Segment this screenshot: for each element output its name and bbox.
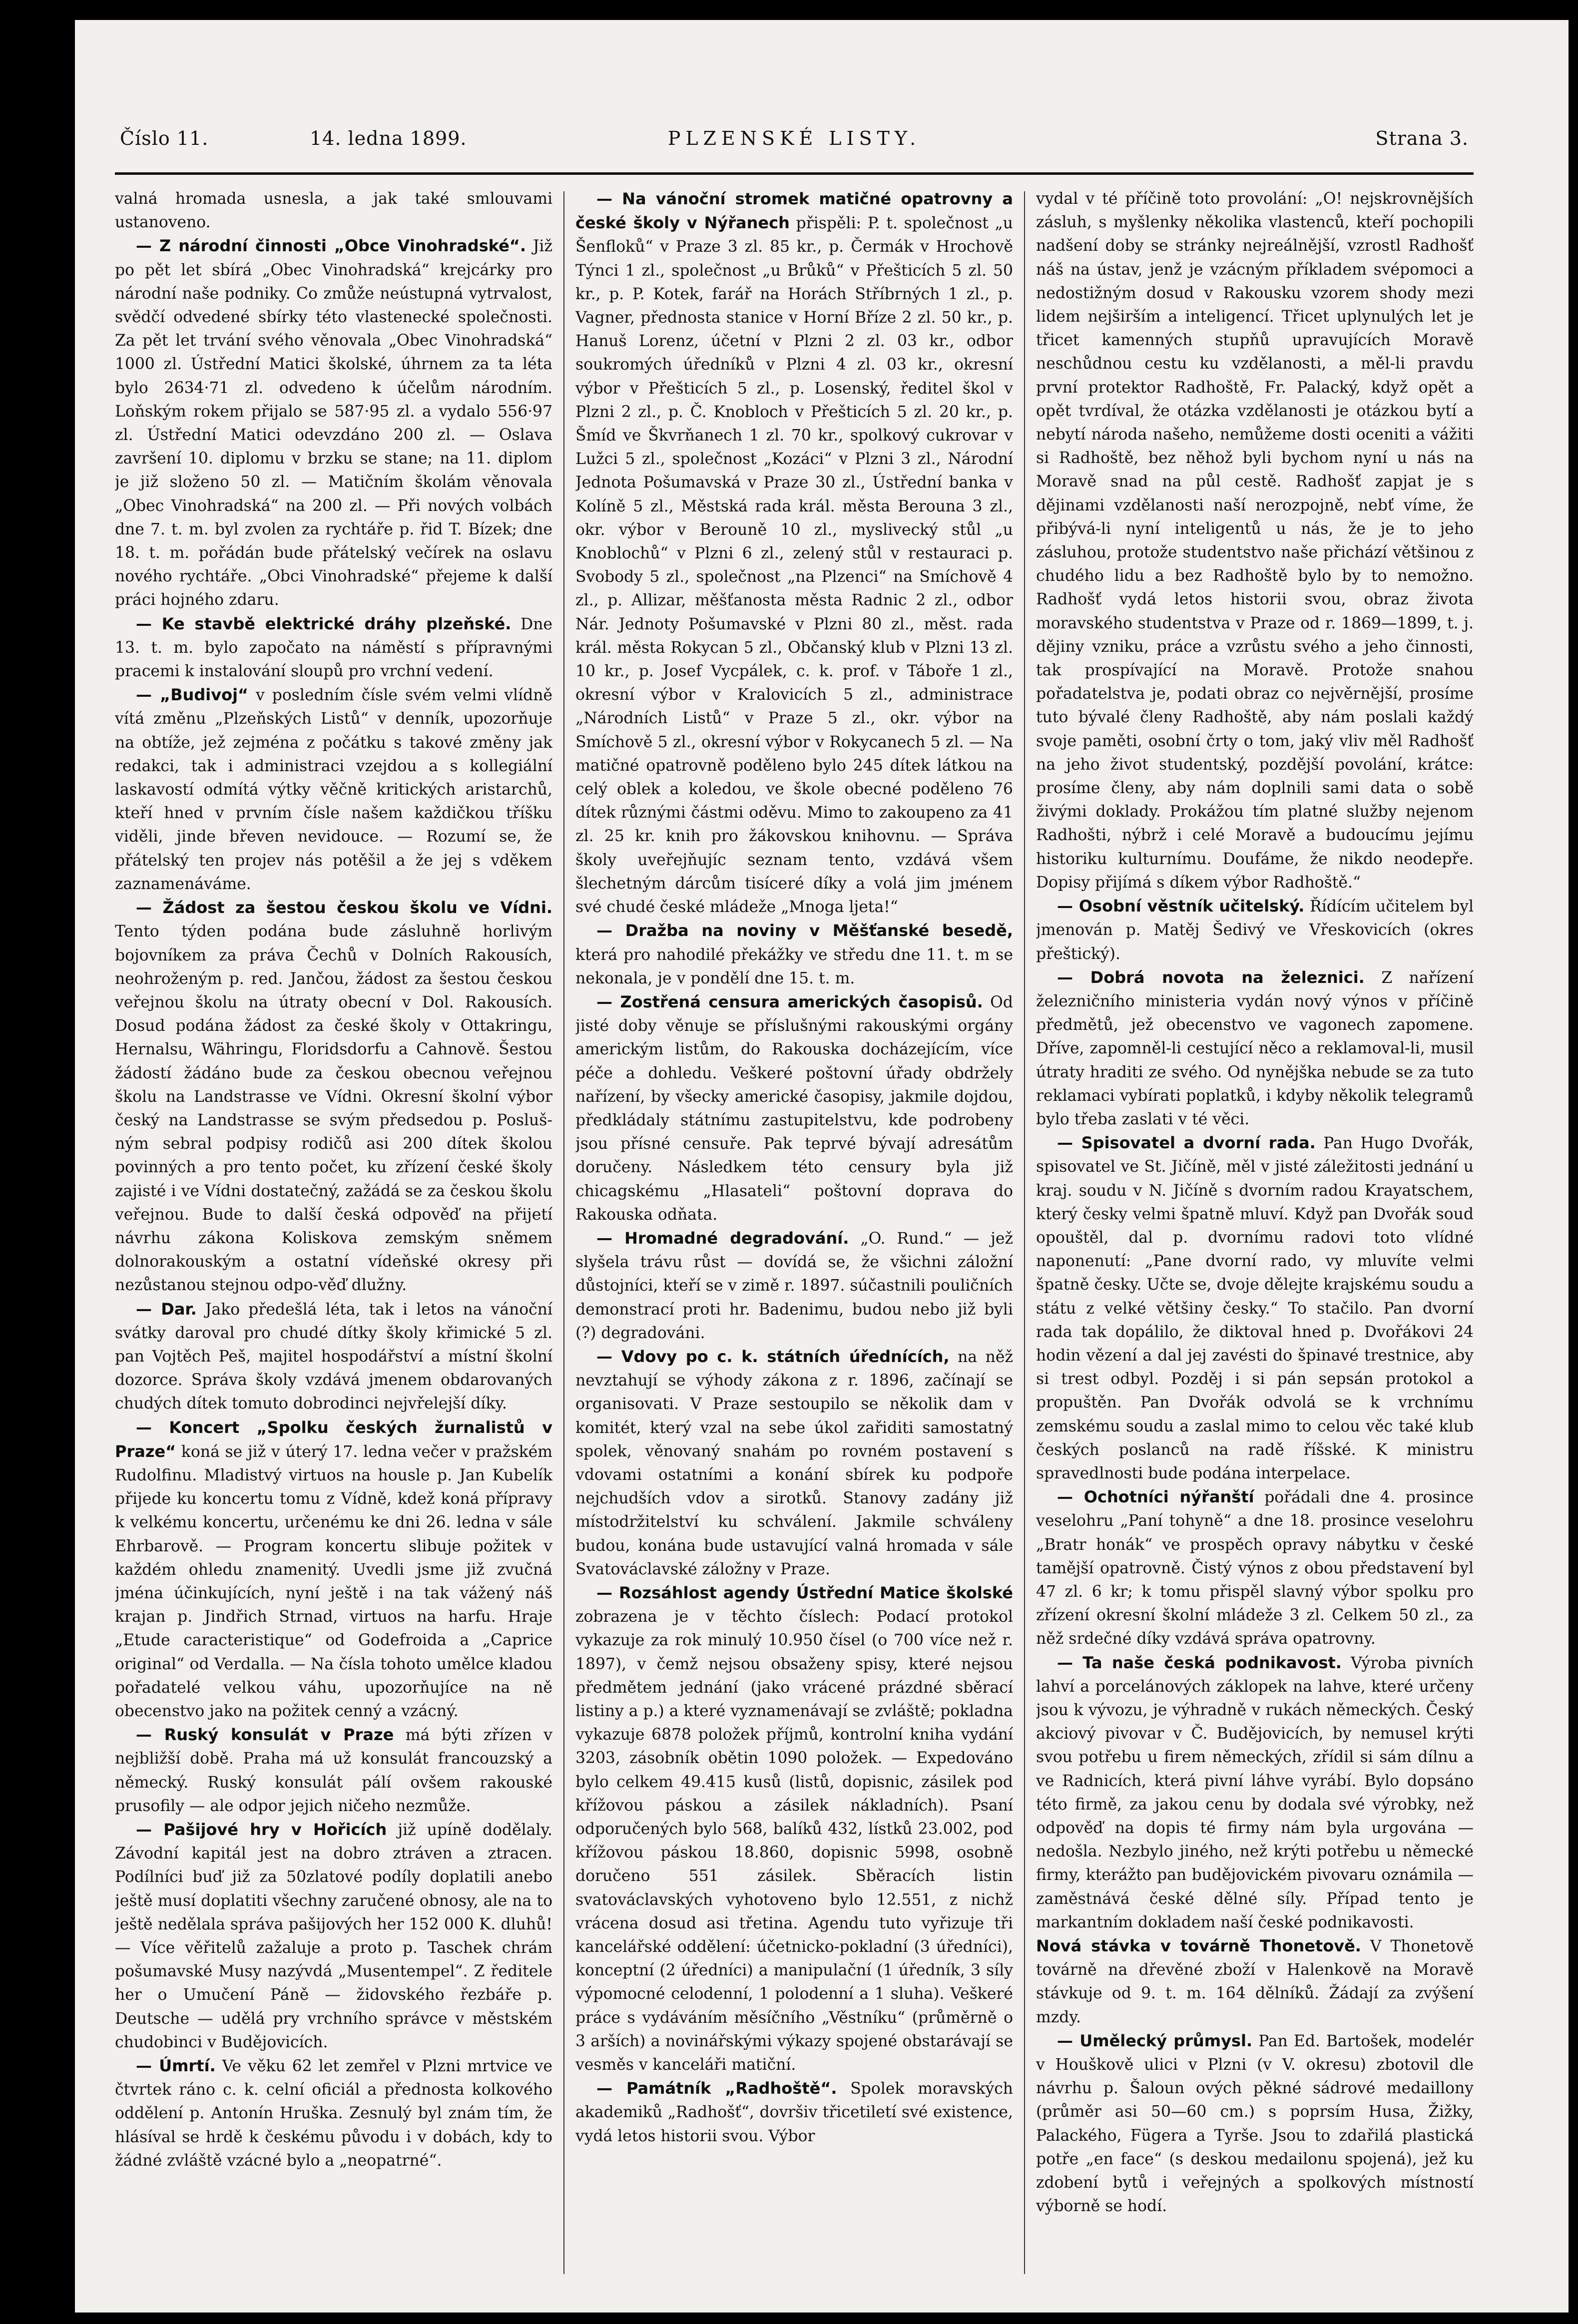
news-item-text: Jako předešlá léta, tak i letos na vánoční svátky daroval pro chudé dítky školy křimické 5 zl. pan Vojtěch Peš, majitel hospodářství a místní školní dozorce. Správa školy vzdává jmenem obdarovaných chudých dítek tomuto dobrodinci nejvřelejší díky. — [115, 1300, 552, 1413]
news-item-text: Ve věku 62 let zemřel v Plzni mrtvice ve čtvrtek ráno c. k. celní oficiál a přednosta kolkového oddělení p. Antonín Hruška. Zesnulý byl znám tím, že hlásíval se hrdě k českému původu i v dobách, kdy to žádné zvláště vzácné bylo a „neopatrné“. — [115, 2057, 552, 2170]
column-3 — [1036, 187, 1474, 2280]
news-item-text: přispěli: P. t. společnost „u Šenfloků“ v Praze 3 zl. 85 kr., p. Čermák v Hrochově Týnci 1 zl., společnost „u Brůků“ v Přešticích 5 zl. 50 kr., p. P. Kotek, farář na Horách Stříbrných 1 zl., p. Vagner, přednosta stanice v Horní Bříze 2 zl. 50 kr., p. Hanuš Lorenz, účetní v Plzni 2 zl. 03 kr., odbor soukromých úředníků v Plzni 4 zl. 03 kr., okresní výbor v Přešticích 5 zl., p. Losenský, ředitel škol v Plzni 2 zl., p. Č. Knobloch v Přešticích 5 zl. 20 kr., p. Šmíd ve Škvrňanech 1 zl. 70 kr., spolkový cukrovar v Lužci 5 zl., společnost „Kozáci“ v Plzni 3 zl., Národní Jednota Pošumavská v Praze 30 zl., Ústřední banka v Kolíně 5 zl., Městská rada král. města Berouna 3 zl., okr. výbor v Berouně 10 zl., myslivecký stůl „u Knoblochů“ v Plzni 6 zl., zelený stůl v restauraci p. Svobody 5 zl., společnost „na Plzenci“ na Smíchově 4 zl., p. Allizar, měšťanosta města Radnic 2 zl., odbor Nár. Jednoty Pošumavské v Plzni 80 zl., měst. rada král. města Rokycan 5 zl., Občanský klub v Plzni 13 zl. 10 kr., p. Josef Vycpálek, c. k. prof. v Táboře 1 zl., okresní výbor v Kralovicích 5 zl., administrace „Národních Listů“ v Praze 5 zl., okr. výbor na Smíchově 5 zl., okresní výbor v Rokycanech 5 zl. — Na matičné opatrovně poděleno bylo 245 dítek látkou na celý oblek a koledou, ve škole obecné poděleno 76 dítek různými částmi oděvu. Mimo to zakoupeno za 41 zl. 25 kr. knih pro žákovskou knihovnu. — Správa školy uveřejňujíc seznam tento, vzdává všem šlechetným dárcům tisíceré díky a volá jim jménem své chudé české mládeže „Mnoga ljeta!“ — [575, 214, 1013, 917]
news-item-text: která pro nahodilé překážky ve středu dne 11. t. m se nekonala, je v pondělí dne 15. t. m. — [575, 945, 1013, 987]
news-item-text: Pan Ed. Bartošek, modelér v Houškově ulici v Plzni (v V. okresu) zbotovil dle návrhu p. Šaloun ových pěkné sádrové medaillony (průměr asi 50—60 cm.) s poprsím Husa, Žižky, Palackého, Fügera a Tyrše. Jsou to zdařilá plastická potře „en face“ (s deskou medailonu spojená), jež ku zdobení bytů i veřejných a spolkových místností výborně se hodí. — [1036, 2032, 1474, 2216]
news-item — [1036, 1485, 1474, 1651]
news-item — [115, 234, 552, 612]
column-2 — [575, 187, 1013, 2280]
news-item-text: vydal v té příčině toto provolání: „O! nejskrovnějších zásluh, s myšlenky několika vlastenců, kteří pochopili nadšení doby se stránky nejreálnější, vzrostl Radhošť náš na ústav, jenž je vzácným příkladem svépomoci a nedostižným dosud v Rakousku vzorem shody mezi lidem nejširším a inteligencí. Třicet uplynulých let je třicet kamenných stupňů upravujících Moravě neschůdnou cestu ku vzdělanosti, a měl-li pravdu první protektor Radhoště, Fr. Palacký, když opět a opět tvrdíval, že otázka vzdělanosti je otázkou bytí a nebytí národa našeho, nemůžeme dosti oceniti a vážiti si Radhoště, bez něhož byli bychom nyní u nás na Moravě snad na půl cestě. Radhošť zapjat je s dějinami vzdělanosti naší nerozpojně, nebť víme, že přibývá-li nyní inteligentů u nás, že je to jeho zásluhou, protože studentstvo naše přichází většinou z chudého lidu a bez Radhoště bylo by to nemožno. Radhošť vydá letos historii svou, obraz života moravského studentstva v Praze od r. 1869—1899, t. j. dějiny vzniku, práce a vzrůstu svého a jeho činnosti, tak prospívající na Moravě. Protože snahou pořadatelstva je, podati obraz co nejvěrnější, prosíme tuto bývalé členy Radhoště, aby nám poslali každý svoje paměti, osobní črty o tom, jaký vliv měl Radhošť na jeho život studentský, pozdější povolání, krátce: prosíme členy, aby nám doplnili sami data o sobě živými doklady. Prokážou tím platné služby nejenom Radhošti, nýbrž i celé Moravě a budoucímu jejímu historiku kulturnímu. Doufáme, že nikdo neodepře. Dopisy přijímá s díkem výbor Radhoště.“ — [1036, 190, 1474, 892]
column-divider — [563, 191, 564, 2274]
news-item — [1036, 1651, 1474, 1934]
news-item-headline: Nová stávka v továrně Thonetově. — [1036, 1936, 1361, 1956]
news-item-headline: — Dobrá novota na železnici. — [1057, 967, 1365, 987]
news-item — [1036, 187, 1474, 895]
news-item-text: Z nařízení železničního ministeria vydán nový výnos v příčině předmětů, jež obecenstvo ve vagonech zapomene. Dříve, zapomněl-li cestující něco a reklamoval-li, musil útraty hraditi ze svého. Od nynějška nebude se za tuto reklamaci vybírati poplatků, i kdyby několik telegramů bylo třeba zaslati v té věci. — [1036, 968, 1474, 1128]
news-item-headline: — Ochotníci nýřanští — [1057, 1487, 1254, 1507]
news-item-headline: — Dražba na noviny v Měšťanské besedě, — [596, 921, 1013, 940]
news-item — [575, 1227, 1013, 1345]
news-item — [575, 1345, 1013, 1581]
news-item — [115, 187, 552, 234]
news-item-text: pořádali dne 4. prosince veselohru „Paní tohyně“ a dne 18. prosince veselohru „Bratr honák“ ve prospěch opravy nábytku v české tamější opatrovně. Čistý výnos z obou představení byl 47 zl. 6 kr; k tomu přispěl slavný výbor spolku pro zřízení okresní školní mládeže 3 zl. Celkem 50 zl., za něž srdečné díky vzdává správa opatrovny. — [1036, 1488, 1474, 1648]
news-item-headline: — Žádost za šestou českou školu ve Vídni. — [136, 898, 552, 918]
news-item — [1036, 2029, 1474, 2219]
news-item-text: Dne 13. t. m. bylo započato na náměstí s přípravnými pracemi k instalování sloupů pro vrchní vedení. — [115, 615, 552, 681]
news-item — [575, 2077, 1013, 2148]
masthead — [120, 127, 1469, 162]
news-item — [115, 1298, 552, 1416]
news-item — [1036, 966, 1474, 1131]
news-item-headline: — Osobní věstník učitelský. — [1057, 897, 1305, 916]
news-item-headline: — „Budivoj“ — [136, 685, 249, 705]
news-item-headline: — Hromadné degradování. — [596, 1228, 849, 1248]
news-item-text: V Thonetově továrně na dřevěné zboží v Halenkově na Moravě stávkuje od 9. t. m. 164 dělníků. Žádají za zvýšení mzdy. — [1036, 1937, 1474, 2026]
news-item-text: na něž nevztahují se výhody zákona z r. 1896, začínají se organisovati. V Praze sestoupilo se několik dam v komitét, který vzal na sebe úkol zařiditi samostatný spolek, věnovaný snahám po rovném postavení s vdovami ostatními a konání sbírek ku podpoře nejchudších vdov a sirotků. Stanovy zadány již místodržitelství ku schválení. Jakmile schváleny budou, konána bude ustavující valná hromada v sále Svatováclavské záložny v Praze. — [575, 1348, 1013, 1578]
news-item-text: v posledním čísle svém velmi vlídně vítá změnu „Plzeňských Listů“ v denník, upozorňuje na obtíže, jež zejména z počátku s takové změny jak redakci, tak i administraci vzejdou a s kollegiální laskavostí odmítá výtky věčně kritických aristarchů, kteří hned v prvním čísle našem každičkou tříšku viděli, jinde břeven nevidouce. — Rozumí se, že přátelský ten projev nás potěšil a že jej s vděkem zaznamenáváme. — [115, 686, 552, 893]
news-item — [575, 187, 1013, 919]
news-item-text: Výroba pivních lahví a porcelánových záklopek na lahve, které určeny jsou k vývozu, je výhradně v rukách německých. Český akciový pivovar v Č. Budějovicích, by nemusel krýti svou potřebu u firem německých, zřídil si sám dílnu a ve Radnicích, která pivní láhve vyrábí. Bylo dopsáno této firmě, za jakou cenu by dodala své výrobky, než odpověď na dopis té firmy nám byla urgována — nedošla. Nezbylo jiného, než krýti potřebu u německé firmy, kterážto pan budějovickém pivovaru oznámila — zaměstnává české dělné síly. Případ tento je markantním dokladem naší české podnikavosti. — [1036, 1654, 1474, 1931]
masthead-rule — [115, 172, 1474, 175]
news-item — [1036, 1934, 1474, 2029]
news-item — [115, 1818, 552, 2054]
news-item-headline: — Rozsáhlost agendy Ústřední Matice školské — [596, 1583, 1013, 1602]
news-item-headline: — Dar. — [136, 1299, 197, 1319]
news-item — [575, 1581, 1013, 2077]
news-item-headline: — Umělecký průmysl. — [1057, 2031, 1253, 2050]
news-item — [575, 919, 1013, 990]
news-item-headline: — Úmrtí. — [136, 2056, 216, 2076]
issue-number: Číslo 11. — [120, 127, 209, 149]
news-item-text: Od jisté doby věnuje se příslušnými rakouskými orgány americkým listům, do Rakouska docházejícím, více péče a dohledu. Veškeré poštovní úřady obdržely nařízení, by všecky americké časopisy, jakmile dojdou, předkládaly státnímu zastupitelstvu, kde podrobeny jsou přísné censuře. Pak teprvé bývají adresátům doručeny. Následkem této censury byla již chicagskému „Hlasateli“ poštovní doprava do Rakouska odňata. — [575, 993, 1013, 1224]
news-item-text: valná hromada usnesla, a jak také smlouvami ustanoveno. — [115, 190, 552, 232]
news-item-headline: — Na vánoční stromek matičné opatrovny a české školy v Nýřanech — [575, 189, 1013, 233]
news-item-text: Řídícím učitelem byl jmenován p. Matěj Šedivý ve Vřeskovicích (okres přeštický). — [1036, 898, 1474, 963]
news-item-text: Již po pět let sbírá „Obec Vinohradská“ krejcárky pro národní naše podniky. Co zmůže neústupná vytrvalost, svědčí odvedené sbírky této vlastenecké společnosti. Za pět let trvání svého věnovala „Obec Vinohradská“ 1000 zl. Ústřední Matici školské, úhrnem za ta léta bylo 2634·71 zl. odvedeno k účelům národním. Loňským rokem přijalo se 587·95 zl. a vydalo 556·97 zl. Ústřední Matici odevzdáno 200 zl. — Oslava završení 10. diplomu v brzku se stane; na 11. diplom je již složeno 50 zl. — Matičním školám věnovala „Obec Vinohradská“ na 200 zl. — Při nových volbách dne 7. t. m. byl zvolen za rychtáře p. řid T. Bízek; dne 18. t. m. pořádán bude přátelský večírek na oslavu nového rychtáře. „Obci Vinohradské“ přejeme k další práci hojného zdaru. — [115, 237, 552, 609]
news-item-text: koná se již v úterý 17. ledna večer v pražském Rudolfinu. Mladistvý virtuos na housle p. Jan Kubelík přijede ku koncertu tomu z Vídně, kdež koná přípravy k velkému koncertu, určenému ke dni 26. ledna v sále Ehrbarově. — Program koncertu slibuje požitek v každém ohledu znamenitý. Uvedli jsme již zvučná jména účinkujících, nyní ještě i na tak vážený náš krajan p. Jindřich Strnad, virtuos na harfu. Hraje „Etude caracteristique“ od Godefroida a „Caprice original“ od Verdalla. — Na čísla tohoto umělce kladou pořadatelé velkou váhu, upozorňujíce na ně obecenstvo jako na požitek cenný a vzácný. — [115, 1442, 552, 1720]
news-item-text: Pan Hugo Dvořák, spisovatel ve St. Jičíně, měl v jisté záležitosti jednání u kraj. soudu v N. Jičíně s dvorním radou Krayatschem, který česky velmi špatně mluví. Když pan Dvořák soud opouštěl, dal p. dvornímu radovi toto vlídné naponenutí: „Pane dvorní rado, vy mluvíte velmi špatně česky. Učte se, dvoje dělejte krajskému soudu a státu z velké většiny česky.“ To stačilo. Pan dvorní rada tak dopálilo, že diktoval hned p. Dvořákovi 24 hodin vězení a dal jej zavésti do špinavé trestnice, aby si trest odbyl. Pozděj i si pán sepsán protokol a propuštěn. Pan Dvořák odvolá se k vrchnímu zemskému soudu a zaslal mimo to celou věc také klub českých poslanců na radě říšské. K ministru spravedlnosti bude podána interpelace. — [1036, 1134, 1474, 1482]
news-item-text: má býti zřízen v nejbližší době. Praha má už konsulát francouzský a německý. Ruský konsulát pálí ovšem rakouské prusofily — ale odpor jejich ničeho nezmůže. — [115, 1726, 552, 1815]
news-item — [575, 990, 1013, 1227]
column-divider — [1024, 191, 1025, 2274]
news-item-headline: — Z národní činnosti „Obce Vinohradské“. — [136, 236, 526, 256]
news-item — [115, 1723, 552, 1818]
news-item-headline: — Pašijové hry v Hořicích — [136, 1820, 387, 1840]
news-item-headline: — Koncert „Spolku českých žurnalistů v Praze“ — [115, 1417, 552, 1461]
article-columns — [115, 187, 1474, 2280]
news-item-headline: — Vdovy po c. k. státních úřednících, — [596, 1347, 950, 1366]
news-item — [115, 896, 552, 1297]
newspaper-page — [75, 20, 1569, 2313]
news-item — [115, 1416, 552, 1724]
column-1 — [115, 187, 552, 2280]
issue-date: 14. ledna 1899. — [310, 127, 467, 149]
news-item — [1036, 1131, 1474, 1485]
news-item-text: zobrazena je v těchto číslech: Podací protokol vykazuje za rok minulý 10.950 čísel (o 700 více než r. 1897), v čemž nejsou obsaženy spisy, které nejsou předmětem jednání (jako vrácené prázdné sběrací listiny a p.) a které vyznamenávají se zvláště; pokladna vykazuje 6878 položek příjmů, kontrolní kniha vydání 3203, zásobník obětin 1090 položek. — Expedováno bylo celkem 49.415 kusů (listů, dopisnic, zásilek pod křížovou páskou a zásilek nákladních). Psaní odporučených bylo 568, balíků 432, lístků 23.002, pod křížovou páskou 18.860, dopisnic 5998, osobně doručeno 551 zásilek. Sběracích listin svatováclavských vyhotoveno bylo 12.551, z nichž vrácena dosud asi třetina. Agendu tuto vyřizuje tři kancelářské oddělení: účetnicko-pokladní (3 úředníci), konceptní (2 úředníci) a manipulační (1 úředník, 3 síly výpomocné celodenní, 1 polodenní a 1 sluha). Veškeré práce s vydáváním měsíčního „Věstníku“ (průměrně o 3 arších) a novinářskými výkazy spojené obstarávají se vesměs v kanceláři matiční. — [575, 1608, 1013, 2074]
news-item-headline: — Památník „Radhoště“. — [596, 2079, 837, 2098]
news-item-headline: — Ta naše česká podnikavost. — [1057, 1653, 1342, 1672]
news-item — [115, 2054, 552, 2173]
news-item-headline: — Spisovatel a dvorní rada. — [1057, 1133, 1316, 1153]
news-item-headline: — Ruský konsulát v Praze — [136, 1725, 394, 1745]
news-item-headline: — Zostřená censura amerických časopisů. — [596, 992, 983, 1011]
news-item-text: Spolek moravských akademiků „Radhošť“, dovršiv třicetiletí své existence, vydá letos historii svou. Výbor — [575, 2080, 1013, 2145]
news-item — [1036, 895, 1474, 966]
news-item — [115, 612, 552, 684]
page-number: Strana 3. — [1375, 127, 1469, 149]
news-item-headline: — Ke stavbě elektrické dráhy plzeňské. — [136, 614, 512, 633]
news-item — [115, 683, 552, 896]
newspaper-title: PLZENSKÉ LISTY. — [667, 127, 921, 149]
news-item-text: Tento týden podána bude zásluhně horlivým bojovníkem za práva Čechů v Dolních Rakousích, neohroženým p. red. Jančou, žádost za šestou českou veřejnou školu na útraty obecní v Dol. Rakousích. Dosud podána žádost za české školy v Ottakringu, Hernalsu, Währingu, Floridsdorfu a Cahnově. Šestou žádostí žádáno bude za českou obecnou veřejnou školu na Landstrasse ve Vídni. Okresní školní výbor český na Landstrasse se svým předsedou p. Posluš-ným sebral podpisy rodičů asi 200 dítek školou povinných a pro tento počet, ku zřízení české školy zajisté i ve Vídni dostatečný, zažádá se za českou školu veřejnou. Bude to další česká odpověď na přijetí návrhu zákona Koliskova zemským sněmem dolnorakouským a ostatní vídeňské okresy při nezůstanou stejnou odpo-věď dlužny. — [115, 923, 552, 1295]
news-item-text: již upíně dodělaly. Závodní kapitál jest na dobro ztráven a ztracen. Podílníci buď již za 50zlatové podíly doplatili anebo ještě musí doplatiti všechny zaručené obnosy, ale na to ještě nedělala správa pašijových her 152 000 K. dluhů! — Více věřitelů zažaluje a proto p. Taschek chrám pošumavské Musy nazývdá „Musentempel“. Z ředitele her o Umučení Páně — židovského řezbáře p. Deutsche — udělá pry vrchního správce v městském chudobinci v Budějovicích. — [115, 1821, 552, 2051]
news-item-text: „O. Rund.“ — jež slyšela trávu růst — dovídá se, že všichni záložní důstojníci, kteří se v zimě r. 1897. súčastnili pouličních demonstrací proti hr. Badenimu, budou nebo již byli (?) degradováni. — [575, 1229, 1013, 1342]
